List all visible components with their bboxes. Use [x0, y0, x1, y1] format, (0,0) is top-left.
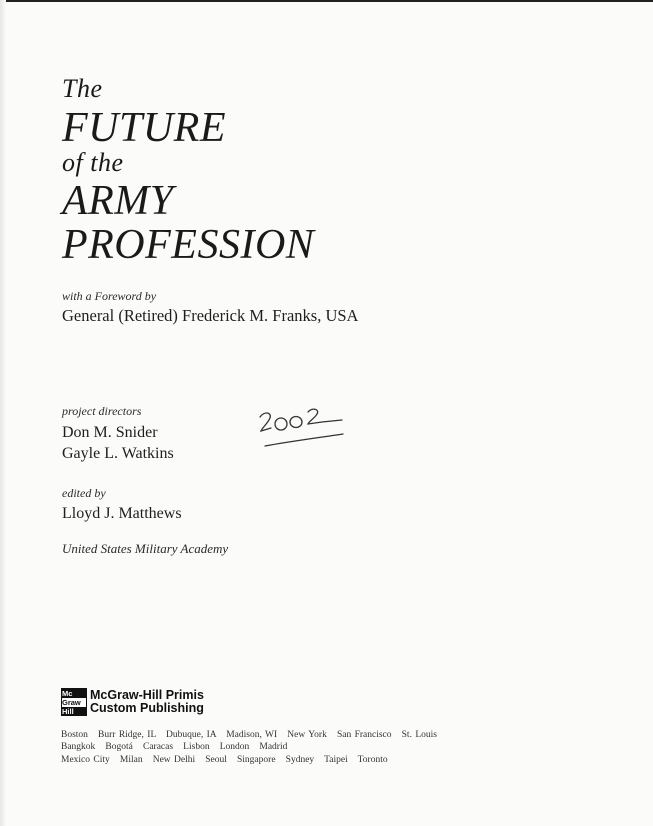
project-directors-label: project directors	[62, 404, 142, 418]
publisher-logo	[61, 688, 204, 716]
project-director-name: Don M. Snider	[62, 424, 158, 441]
publisher-cities-line: Boston Burr Ridge, IL Dubuque, IA Madison, WI New York San Francisco St. Louis	[61, 730, 437, 740]
title-army: ARMY	[62, 178, 174, 224]
title-the: The	[62, 74, 103, 103]
foreword-label: with a Foreword by	[62, 289, 157, 303]
editor-label: edited by	[62, 486, 106, 500]
title-future: FUTURE	[62, 105, 226, 151]
top-border	[0, 0, 653, 2]
publisher-name-line: Custom Publishing	[90, 701, 204, 715]
publisher-name	[90, 689, 204, 715]
editor-name: Lloyd J. Matthews	[62, 505, 182, 522]
institution-name: United States Military Academy	[62, 541, 229, 556]
project-director-name: Gayle L. Watkins	[62, 445, 174, 462]
publisher-cities-line: Mexico City Milan New Delhi Seoul Singapore Sydney Taipei Toronto	[61, 755, 388, 765]
title-of-the: of the	[62, 148, 124, 177]
publisher-cities-line: Bangkok Bogotá Caracas Lisbon London Madrid	[61, 742, 288, 752]
foreword-author: General (Retired) Frederick M. Franks, USA	[62, 306, 359, 325]
title-profession: PROFESSION	[62, 222, 315, 268]
page-edge-shadow	[0, 0, 6, 826]
handwritten-year	[256, 404, 351, 454]
publisher-name-line: McGraw-Hill Primis	[90, 688, 204, 702]
mcgraw-hill-logo-icon: Mc Graw Hill	[61, 688, 87, 716]
